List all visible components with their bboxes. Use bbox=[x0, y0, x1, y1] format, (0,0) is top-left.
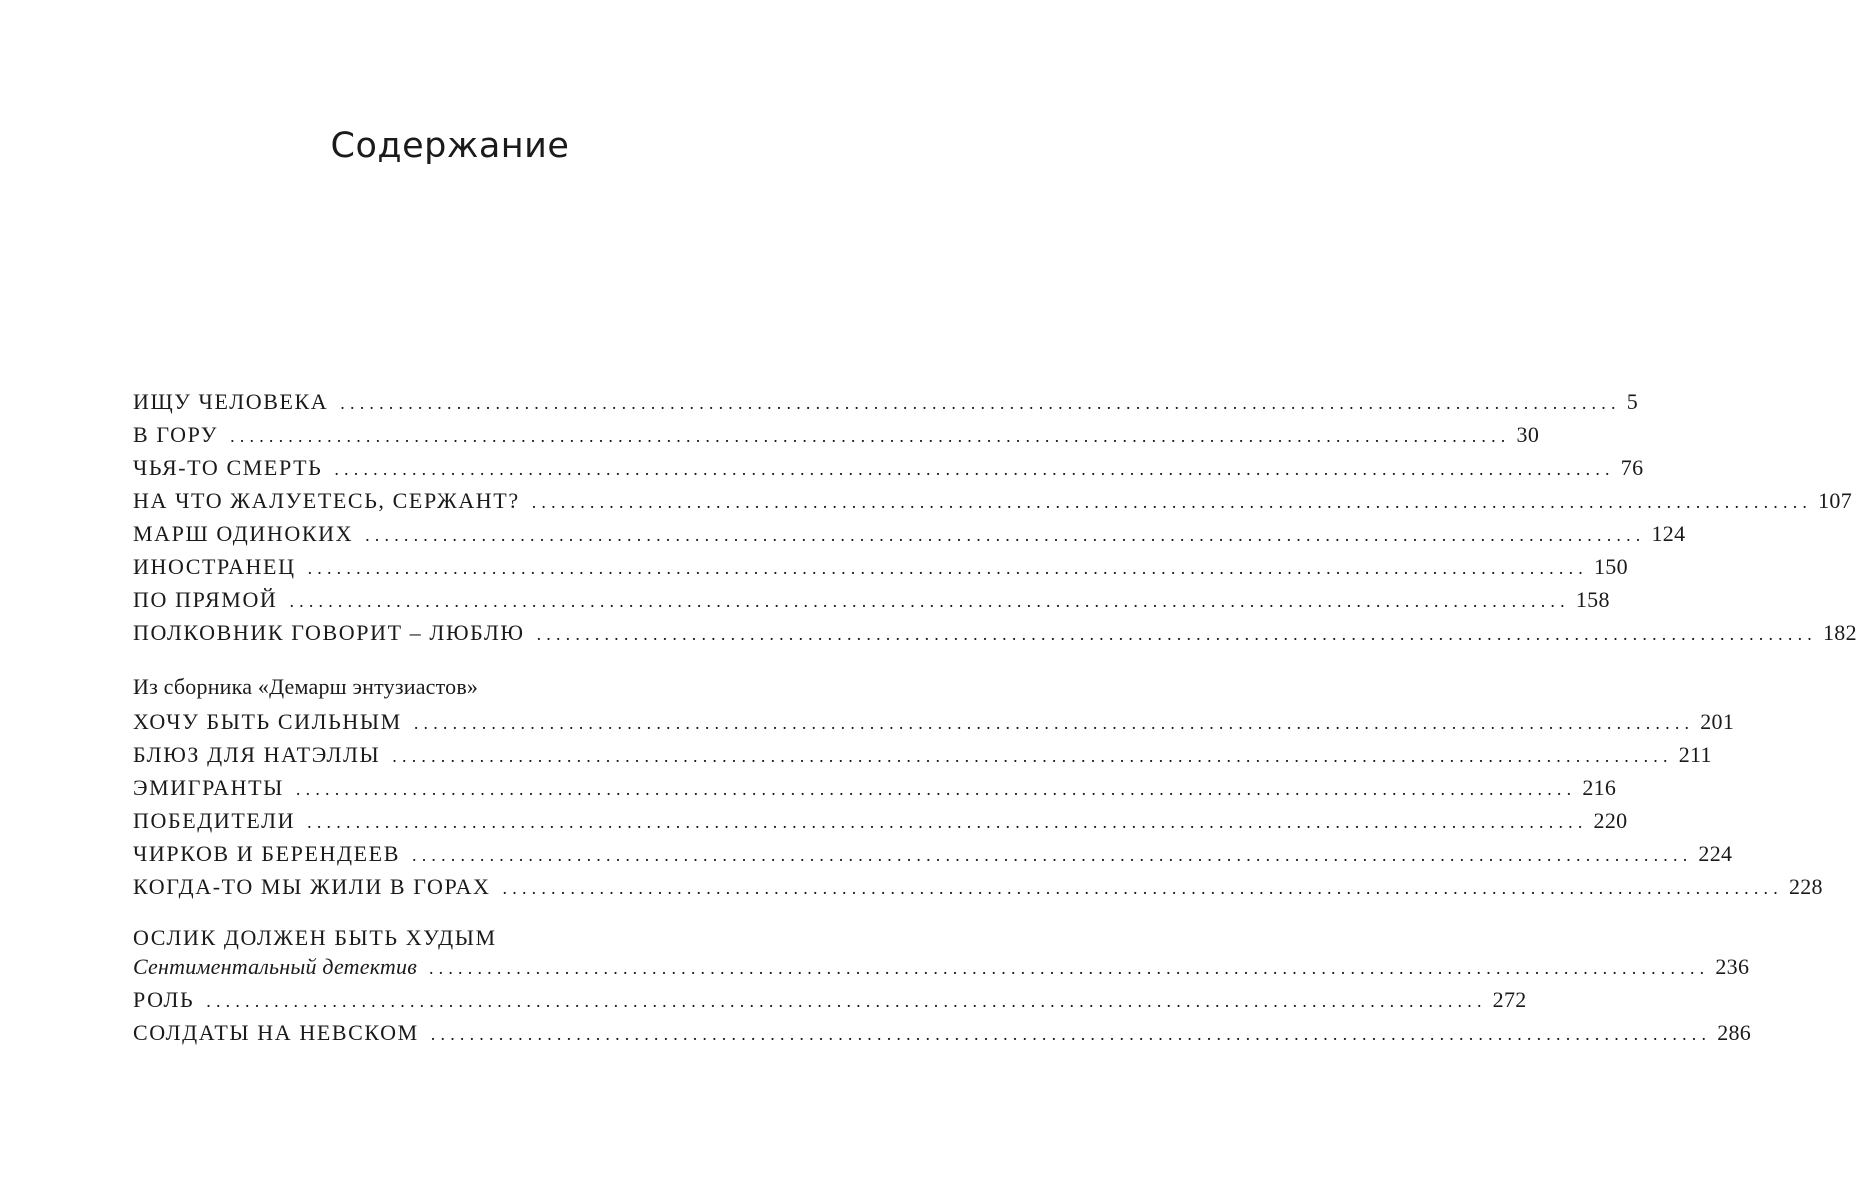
toc-entry-title: СОЛДАТЫ НА НЕВСКОМ bbox=[133, 1020, 419, 1045]
toc-entry-title: КОГДА-ТО МЫ ЖИЛИ В ГОРАХ bbox=[133, 874, 491, 899]
toc-page-number: 30 bbox=[1516, 422, 1540, 447]
section-heading bbox=[133, 670, 750, 703]
toc-page-number: 216 bbox=[1582, 775, 1617, 800]
dot-leader: .................................................................................................................................... bbox=[430, 1024, 1712, 1044]
toc-entry-title: МАРШ ОДИНОКИХ bbox=[133, 521, 354, 546]
dot-leader: .................................................................................................................................... bbox=[365, 525, 1646, 545]
dot-leader: .................................................................................................................................... bbox=[340, 393, 1621, 413]
toc-row bbox=[133, 385, 1639, 418]
toc-page-number: 211 bbox=[1678, 742, 1712, 767]
toc-row bbox=[133, 550, 1628, 583]
toc-page-number: 286 bbox=[1717, 1020, 1752, 1045]
dot-leader: .................................................................................................................................... bbox=[289, 591, 1570, 611]
dot-leader: .................................................................................................................................... bbox=[307, 812, 1588, 832]
toc-page-number: 150 bbox=[1593, 554, 1628, 579]
toc-row bbox=[133, 583, 1610, 616]
dot-leader: .................................................................................................................................... bbox=[531, 492, 1813, 512]
dot-leader: .................................................................................................................................... bbox=[295, 779, 1577, 799]
toc-row bbox=[133, 705, 1735, 738]
toc-row bbox=[133, 616, 1857, 649]
toc-entry-subtitle: Сентиментальный детектив bbox=[133, 954, 417, 979]
dot-leader: .................................................................................................................................... bbox=[230, 426, 1511, 446]
dot-leader: .................................................................................................................................... bbox=[334, 459, 1615, 479]
dot-leader: .................................................................................................................................... bbox=[412, 845, 1693, 865]
section-heading-text: Из сборника «Демарш энтузиастов» bbox=[133, 674, 479, 699]
dot-leader: .................................................................................................................................... bbox=[392, 746, 1673, 766]
toc-row bbox=[133, 804, 1628, 837]
toc-entry-title: ЧИРКОВ И БЕРЕНДЕЕВ bbox=[133, 841, 400, 866]
toc-entry-title: НА ЧТО ЖАЛУЕТЕСЬ, СЕРЖАНТ? bbox=[133, 488, 520, 513]
dot-leader: .................................................................................................................................... bbox=[307, 558, 1588, 578]
toc-entry-title: ИЩУ ЧЕЛОВЕКА bbox=[133, 389, 329, 414]
page-title: Содержание bbox=[330, 126, 570, 166]
dot-leader: .................................................................................................................................... bbox=[428, 958, 1710, 978]
toc-page-number: 5 bbox=[1626, 389, 1639, 414]
toc-row bbox=[133, 1016, 1752, 1049]
dot-leader: .................................................................................................................................... bbox=[413, 713, 1695, 733]
toc-page-number: 201 bbox=[1700, 709, 1735, 734]
toc-row bbox=[133, 517, 1686, 550]
novel-title: ОСЛИК ДОЛЖЕН БЫТЬ ХУДЫМ bbox=[133, 925, 497, 950]
dot-leader: .................................................................................................................................... bbox=[502, 878, 1783, 898]
toc-entry-title: ПО ПРЯМОЙ bbox=[133, 587, 278, 612]
toc-page-number: 158 bbox=[1575, 587, 1610, 612]
toc-page-number: 107 bbox=[1818, 488, 1853, 513]
toc-entry-title: БЛЮЗ ДЛЯ НАТЭЛЛЫ bbox=[133, 742, 381, 767]
toc-row bbox=[133, 870, 1823, 903]
toc-entry-title: РОЛЬ bbox=[133, 987, 195, 1012]
toc-page-number: 76 bbox=[1620, 455, 1644, 480]
toc-row bbox=[133, 738, 1712, 771]
toc-row bbox=[133, 418, 1540, 451]
toc-entry-title: ХОЧУ БЫТЬ СИЛЬНЫМ bbox=[133, 709, 402, 734]
toc-row bbox=[133, 484, 1853, 517]
toc-entry-title: ЭМИГРАНТЫ bbox=[133, 775, 284, 800]
dot-leader: .................................................................................................................................... bbox=[206, 991, 1487, 1011]
toc-page-number: 220 bbox=[1593, 808, 1628, 833]
toc-entry-title: ПОБЕДИТЕЛИ bbox=[133, 808, 296, 833]
toc-row bbox=[133, 950, 1750, 983]
toc-page-number: 224 bbox=[1698, 841, 1733, 866]
toc-row bbox=[133, 837, 1733, 870]
toc-row bbox=[133, 451, 1644, 484]
toc-entry-title: В ГОРУ bbox=[133, 422, 219, 447]
toc-page-number: 272 bbox=[1492, 987, 1527, 1012]
toc-entry-title: ЧЬЯ-ТО СМЕРТЬ bbox=[133, 455, 323, 480]
toc-page-number: 236 bbox=[1715, 954, 1750, 979]
toc-page-number: 182 bbox=[1822, 620, 1857, 645]
toc-page-number: 124 bbox=[1651, 521, 1686, 546]
toc-entry-title: ПОЛКОВНИК ГОВОРИТ – ЛЮБЛЮ bbox=[133, 620, 525, 645]
toc-entry-title: ИНОСТРАНЕЦ bbox=[133, 554, 296, 579]
toc-row bbox=[133, 983, 1527, 1016]
toc-row bbox=[133, 771, 1617, 804]
dot-leader: .................................................................................................................................... bbox=[536, 624, 1817, 644]
toc-page-number: 228 bbox=[1788, 874, 1823, 899]
